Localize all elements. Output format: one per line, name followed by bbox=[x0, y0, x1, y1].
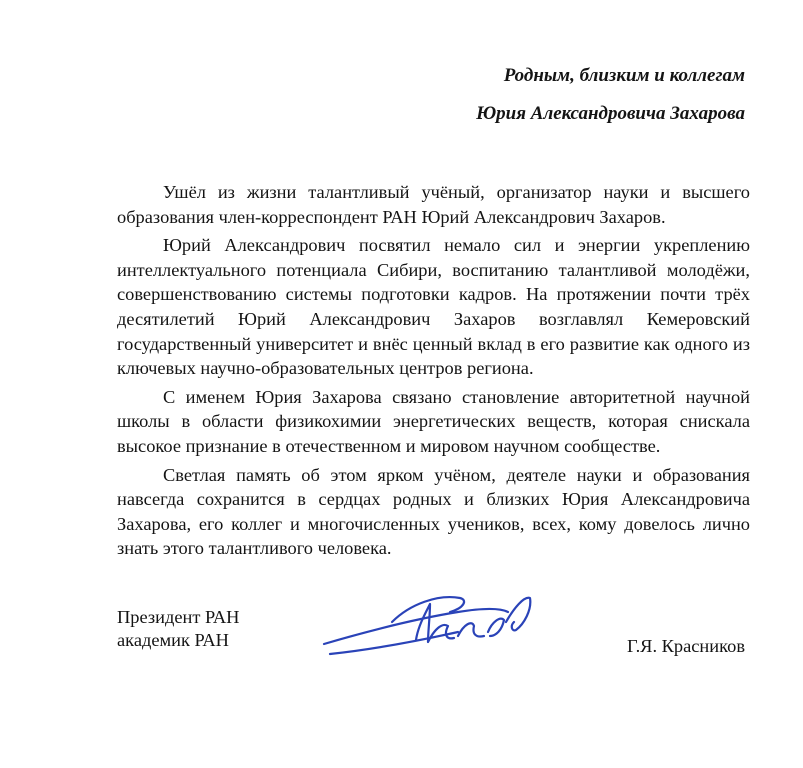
paragraph-3: С именем Юрия Захарова связано становление авторитетной научной школы в области физикохимии энергетических веществ, которая снискала высокое признание в отечественном и мировом научном сообществе. bbox=[117, 386, 750, 456]
signer-name: Г.Я. Красников bbox=[627, 636, 745, 656]
paragraph-1: Ушёл из жизни талантливый учёный, организатор науки и высшего образования член-корреспондент РАН Юрий Александрович Захаров. bbox=[117, 182, 750, 227]
addressee-line-1: Родным, близким и коллегам bbox=[503, 65, 745, 86]
signer-position-title: Президент РАН bbox=[117, 607, 240, 627]
paragraph-4: Светлая память об этом ярком учёном, деятеле науки и образования навсегда сохранится в сердцах родных и близких Юрия Александровича Захарова, его коллег и многочисленных учеников, всех, кому довелось лично знать этого талантливого человека. bbox=[117, 464, 750, 559]
letter-body bbox=[117, 180, 750, 561]
addressee-line-2: Юрия Александровича Захарова bbox=[476, 103, 745, 124]
signer-academic-title: академик РАН bbox=[117, 630, 229, 650]
handwritten-signature bbox=[318, 582, 548, 664]
paragraph-2: Юрий Александрович посвятил немало сил и энергии укреплению интеллектуального потенциала Сибири, воспитанию талантливой молодёжи, совершенствованию системы подготовки кадров. На протяжении почти трёх десятилетий Юрий Александрович Захаров возглавлял Кемеровский государственный университет и внёс ценный вклад в его развитие как одного из ключевых научно-образовательных центров региона. bbox=[117, 235, 750, 379]
